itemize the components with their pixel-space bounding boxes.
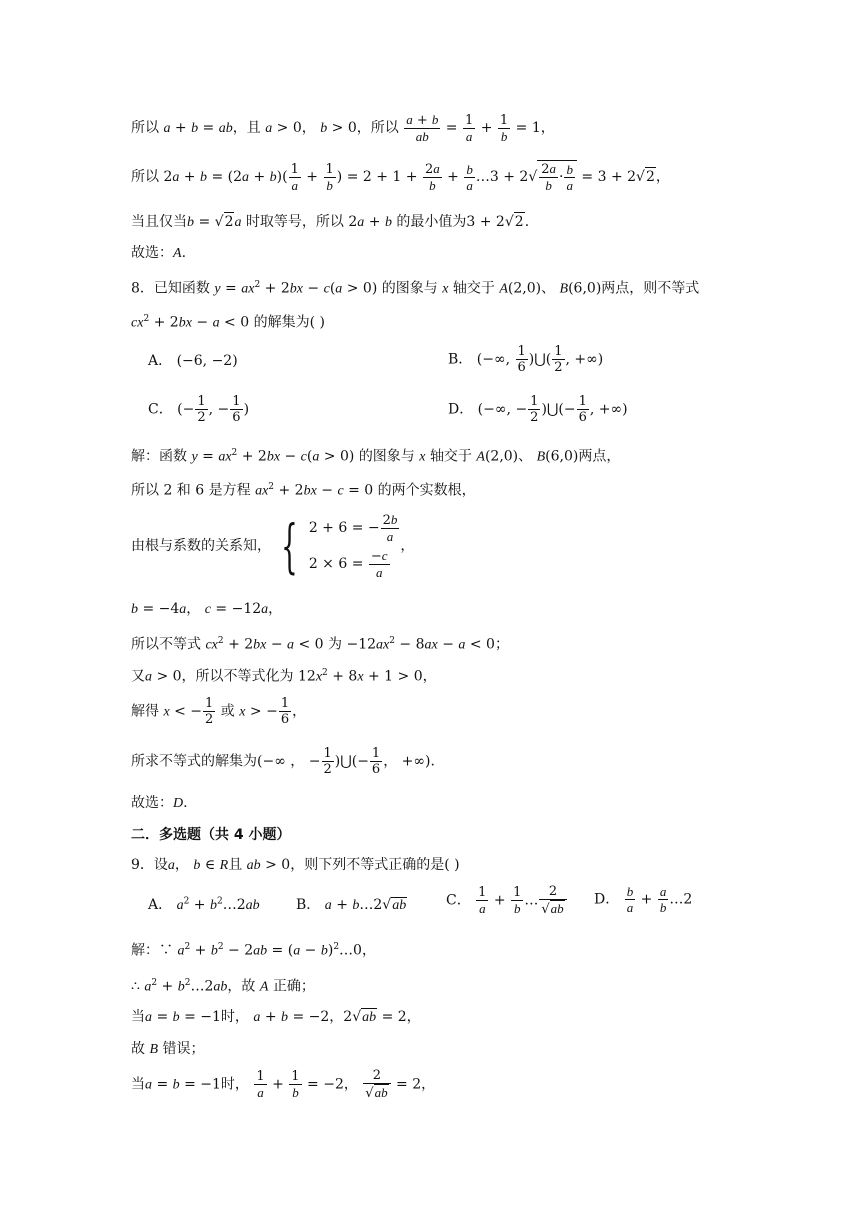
option-c: C． $\frac{1}{a}$ + $\frac{1}{b}$ … $\frac{2}{√ab}$ [446, 884, 568, 917]
text-line: 当且仅当b = √2a 时取等号，所以 2a + b 的最小值为3 + 2√2. [131, 214, 530, 230]
text-line: 所求不等式的解集为(−∞ ， − $\frac{1}{2}$ )⋃(− $\frac{1}{6}$ ， +∞). [131, 746, 435, 777]
text-line: 所以 2 和 6 是方程 $ax^2 + 2bx - c = 0$ 的两个实数根， [131, 482, 476, 499]
option-c: C． (− $\frac{1}{2}$ , − $\frac{1}{6}$ ) [148, 394, 250, 425]
text-line: 由根与系数的关系知， { 2 + 6 = − $\frac{2b}{a}$ 2 × 6 = $\frac{-c}{a}$ ， [131, 512, 415, 580]
text-line: 所以 a + b = ab，且 a > 0， b > 0，所以 $\frac{a + b}{ab}$ = $\frac{1}{a}$ + $\frac{1}{b}$ = 1， [131, 112, 555, 144]
option-a: A． (−6, −2) [148, 353, 238, 369]
text-line: 解得 x < − $\frac{1}{2}$ 或 x > − $\frac{1}{6}$ ， [131, 696, 307, 727]
text-line: 又a > 0，所以不等式化为 $12x^2 + 8x + 1 > 0$， [131, 668, 437, 685]
question-8-cont: $cx^2 + 2bx - a < 0$ 的解集为( ) [131, 314, 325, 331]
text-line: 当a = b = −1时， a + b = −2，2√ab = 2， [131, 1009, 421, 1025]
text-line: b = −4a， c = −12a， [131, 601, 283, 617]
text-line: 解：函数 $y = ax^2 + 2bx - c(a > 0)$ 的图象与 x 轴交于 A(2,0)、 B(6,0)两点， [131, 448, 621, 465]
text-line: ∴ $a^2$ + $b^2\dots 2ab$，故 A 正确； [131, 978, 315, 995]
section-heading: 二．多选题（共 4 小题） [131, 827, 291, 843]
text-line: 故选：A. [131, 245, 187, 261]
option-b: B． (−∞, $\frac{1}{6}$ )⋃( $\frac{1}{2}$ , +∞) [448, 344, 604, 375]
option-a: A． $a^2$ + $b^2\dots 2ab$ [148, 896, 260, 913]
option-d: D． $\frac{b}{a}$ + $\frac{a}{b}$ …2 [594, 884, 693, 915]
question-8: 8．已知函数 $y = ax^2 + 2bx - c(a > 0)$ 的图象与 x 轴交于 A(2,0)、 B(6,0)两点，则不等式 [131, 280, 700, 297]
text-line: 解：∵ $a^2 + b^2 - 2ab = (a$ − $b)^2\dots 0$， [131, 942, 376, 959]
option-b: B． a + b…2√ab [296, 897, 407, 913]
option-d: D． (−∞, − $\frac{1}{2}$ )⋃(− $\frac{1}{6}$ , +∞) [448, 394, 628, 425]
text-line: 当a = b = −1时， $\frac{1}{a}$ + $\frac{1}{b}$ = −2， $\frac{2}{√ab}$ = 2， [131, 1068, 436, 1101]
text-line: 故 B 错误； [131, 1041, 205, 1057]
text-line: 故选：D. [131, 795, 188, 811]
question-9: 9．设a， b ∈ R且 ab > 0，则下列不等式正确的是( ) [131, 857, 460, 873]
text-line: 所以不等式 $cx^2 + 2bx - a < 0$ 为 $-12ax^2 - 8ax - a < 0$； [131, 636, 509, 653]
text-line: 所以 2a + b = (2a + b)( $\frac{1}{a}$ + $\frac{1}{b}$ ) = 2 + 1 + $\frac{2a}{b}$ + $\frac{b}{a}$ …3 + 2√ $\frac{2a}{b}$ · $\frac{b}{a}$ = 3 + 2√2， [131, 161, 670, 193]
